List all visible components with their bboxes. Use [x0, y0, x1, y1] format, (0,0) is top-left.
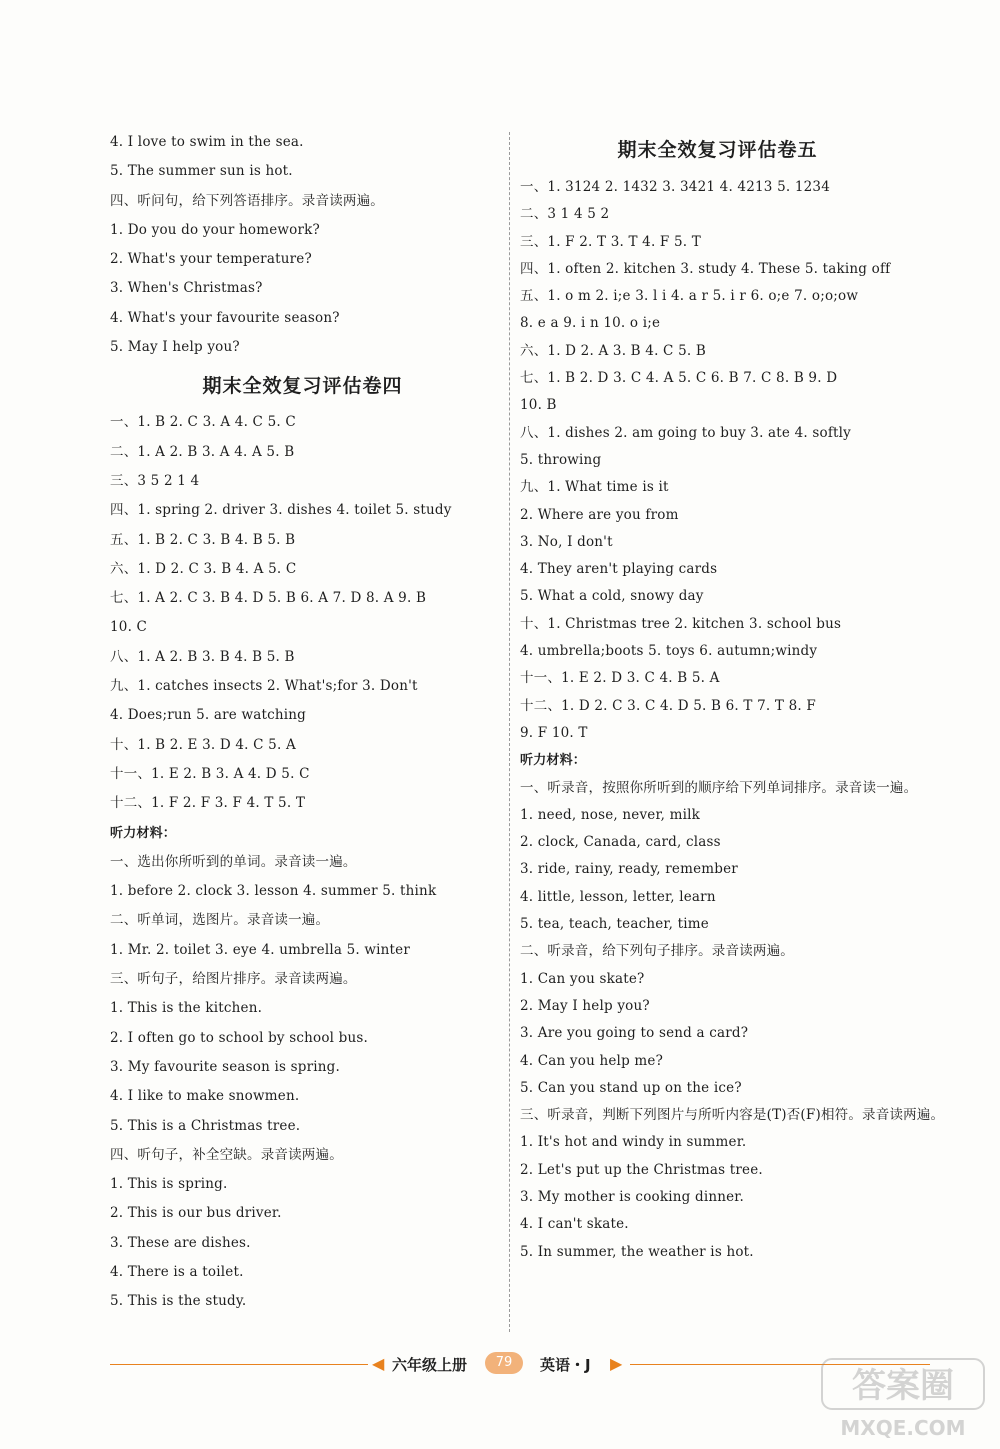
answer-line: 二、1. A 2. B 3. A 4. A 5. B [110, 443, 295, 460]
answer-line: 九、1. catches insects 2. What's;for 3. Don't [110, 678, 418, 695]
listening-line: 2. Let's put up the Christmas tree. [520, 1161, 763, 1178]
text-line: 5. The summer sun is hot. [110, 163, 293, 180]
page-footer [110, 1350, 930, 1380]
answer-line: 一、1. B 2. C 3. A 4. C 5. C [110, 414, 296, 431]
text-line: 四、听问句，给下列答语排序。录音读两遍。 [110, 192, 384, 209]
listening-line: 4. I like to make snowmen. [110, 1088, 300, 1105]
answer-line: 十一、1. E 2. B 3. A 4. D 5. C [110, 765, 310, 782]
listening-line: 一、选出你所听到的单词。录音读一遍。 [110, 853, 357, 870]
listening-line: 1. This is spring. [110, 1176, 228, 1193]
listening-line: 4. Can you help me? [520, 1052, 664, 1069]
listening-line: 5. This is the study. [110, 1293, 247, 1310]
answer-line: 10. C [110, 619, 148, 636]
answer-line: 七、1. A 2. C 3. B 4. D 5. B 6. A 7. D 8. A 9. B [110, 590, 427, 607]
left-arrow-icon: ◀ [372, 1354, 385, 1373]
right-arrow-icon: ▶ [610, 1354, 623, 1373]
column-divider [509, 132, 510, 1332]
watermark-text-top: 答案圈 [852, 1366, 954, 1406]
text-line: 4. What's your favourite season? [110, 309, 340, 326]
answer-line: 六、1. D 2. C 3. B 4. A 5. C [110, 560, 297, 577]
answer-line: 三、1. F 2. T 3. T 4. F 5. T [520, 233, 701, 250]
listening-line: 2. This is our bus driver. [110, 1205, 282, 1222]
listening-line: 1. Can you skate? [520, 970, 645, 987]
answer-line: 5. throwing [520, 451, 602, 468]
listening-line: 4. I can't skate. [520, 1216, 629, 1233]
listening-line: 二、听录音，给下列句子排序。录音读两遍。 [520, 943, 794, 960]
right-listening [520, 775, 945, 1266]
answer-line: 十、1. B 2. E 3. D 4. C 5. A [110, 736, 296, 753]
listening-line: 4. little, lesson, letter, learn [520, 888, 716, 905]
footer-rule-left [110, 1364, 368, 1365]
left-heading: 期末全效复习评估卷四 [202, 375, 403, 398]
left-listening-label: 听力材料： [110, 825, 177, 841]
listening-line: 四、听句子，补全空缺。录音读两遍。 [110, 1146, 343, 1163]
listening-line: 4. There is a toilet. [110, 1263, 244, 1280]
answer-line: 五、1. B 2. C 3. B 4. B 5. B [110, 531, 296, 548]
answer-line: 十、1. Christmas tree 2. kitchen 3. school bus [520, 615, 842, 632]
text-line: 3. When's Christmas? [110, 280, 263, 297]
answer-line: 五、1. o m 2. i;e 3. l i 4. a r 5. i r 6. o;e 7. o;o;ow [520, 288, 859, 305]
answer-line: 二、3 1 4 5 2 [520, 206, 610, 223]
footer-grade: 六年级上册 [392, 1356, 468, 1374]
text-line: 4. I love to swim in the sea. [110, 134, 304, 150]
listening-line: 3. ride, rainy, ready, remember [520, 861, 738, 878]
listening-line: 1. before 2. clock 3. lesson 4. summer 5. think [110, 883, 437, 900]
answer-line: 十二、1. F 2. F 3. F 4. T 5. T [110, 795, 306, 812]
listening-line: 3. My favourite season is spring. [110, 1058, 340, 1075]
text-line: 1. Do you do your homework? [110, 221, 320, 238]
answer-line: 4. Does;run 5. are watching [110, 707, 307, 724]
listening-line: 二、听单词，选图片。录音读一遍。 [110, 912, 330, 929]
listening-line: 2. I often go to school by school bus. [110, 1029, 369, 1046]
listening-line: 2. clock, Canada, card, class [520, 834, 721, 851]
watermark-logo [818, 1357, 988, 1441]
watermark-text-bottom: MXQE.COM [840, 1416, 966, 1440]
footer-subject: 英语・J [540, 1356, 591, 1374]
answer-line: 一、1. 3124 2. 1432 3. 3421 4. 4213 5. 1234 [520, 179, 831, 195]
listening-line: 1. It's hot and windy in summer. [520, 1134, 747, 1151]
listening-line: 5. tea, teach, teacher, time [520, 916, 709, 933]
left-top-lines [110, 128, 495, 362]
right-column [520, 128, 945, 1266]
answer-line: 3. No, I don't [520, 533, 613, 550]
answer-line: 9. F 10. T [520, 724, 588, 741]
text-line: 5. May I help you? [110, 339, 240, 356]
answer-line: 10. B [520, 397, 557, 414]
right-listening-label: 听力材料： [520, 753, 587, 769]
listening-line: 1. This is the kitchen. [110, 1000, 263, 1017]
listening-line: 1. need, nose, never, milk [520, 806, 701, 823]
answer-line: 4. umbrella;boots 5. toys 6. autumn;windy [520, 643, 818, 660]
answer-line: 四、1. often 2. kitchen 3. study 4. These 5. taking off [520, 260, 891, 277]
left-listening [110, 848, 495, 1317]
text-line: 2. What's your temperature? [110, 251, 312, 268]
answer-line: 六、1. D 2. A 3. B 4. C 5. B [520, 342, 706, 359]
left-answers [110, 408, 495, 818]
right-heading: 期末全效复习评估卷五 [617, 139, 818, 161]
answer-line: 4. They aren't playing cards [520, 561, 718, 578]
listening-line: 1. Mr. 2. toilet 3. eye 4. umbrella 5. winter [110, 941, 411, 958]
left-column [110, 128, 495, 1317]
listening-line: 5. Can you stand up on the ice? [520, 1079, 742, 1096]
listening-line: 3. Are you going to send a card? [520, 1025, 749, 1042]
answer-line: 十二、1. D 2. C 3. C 4. D 5. B 6. T 7. T 8. F [520, 697, 816, 714]
listening-line: 3. These are dishes. [110, 1234, 251, 1251]
answer-line: 八、1. A 2. B 3. B 4. B 5. B [110, 648, 295, 665]
listening-line: 三、听句子，给图片排序。录音读两遍。 [110, 971, 357, 988]
listening-line: 一、听录音，按照你所听到的顺序给下列单词排序。录音读一遍。 [520, 779, 918, 796]
listening-line: 5. This is a Christmas tree. [110, 1117, 301, 1134]
answer-line: 2. Where are you from [520, 506, 679, 523]
answer-line: 8. e a 9. i n 10. o i;e [520, 315, 661, 332]
listening-line: 3. My mother is cooking dinner. [520, 1188, 744, 1205]
page-number: 79 [485, 1352, 523, 1374]
answer-line: 四、1. spring 2. driver 3. dishes 4. toilet 5. study [110, 502, 452, 519]
answer-line: 九、1. What time is it [520, 479, 669, 496]
listening-line: 2. May I help you? [520, 997, 650, 1014]
answer-line: 三、3 5 2 1 4 [110, 472, 200, 489]
answer-line: 八、1. dishes 2. am going to buy 3. ate 4. softly [520, 424, 852, 441]
answer-line: 七、1. B 2. D 3. C 4. A 5. C 6. B 7. C 8. B 9. D [520, 370, 838, 387]
listening-line: 5. In summer, the weather is hot. [520, 1243, 754, 1260]
answer-line: 5. What a cold, snowy day [520, 588, 704, 605]
listening-line: 三、听录音，判断下列图片与所听内容是(T)否(F)相符。录音读两遍。 [520, 1107, 945, 1124]
answer-line: 十一、1. E 2. D 3. C 4. B 5. A [520, 670, 720, 687]
right-answers [520, 174, 915, 747]
